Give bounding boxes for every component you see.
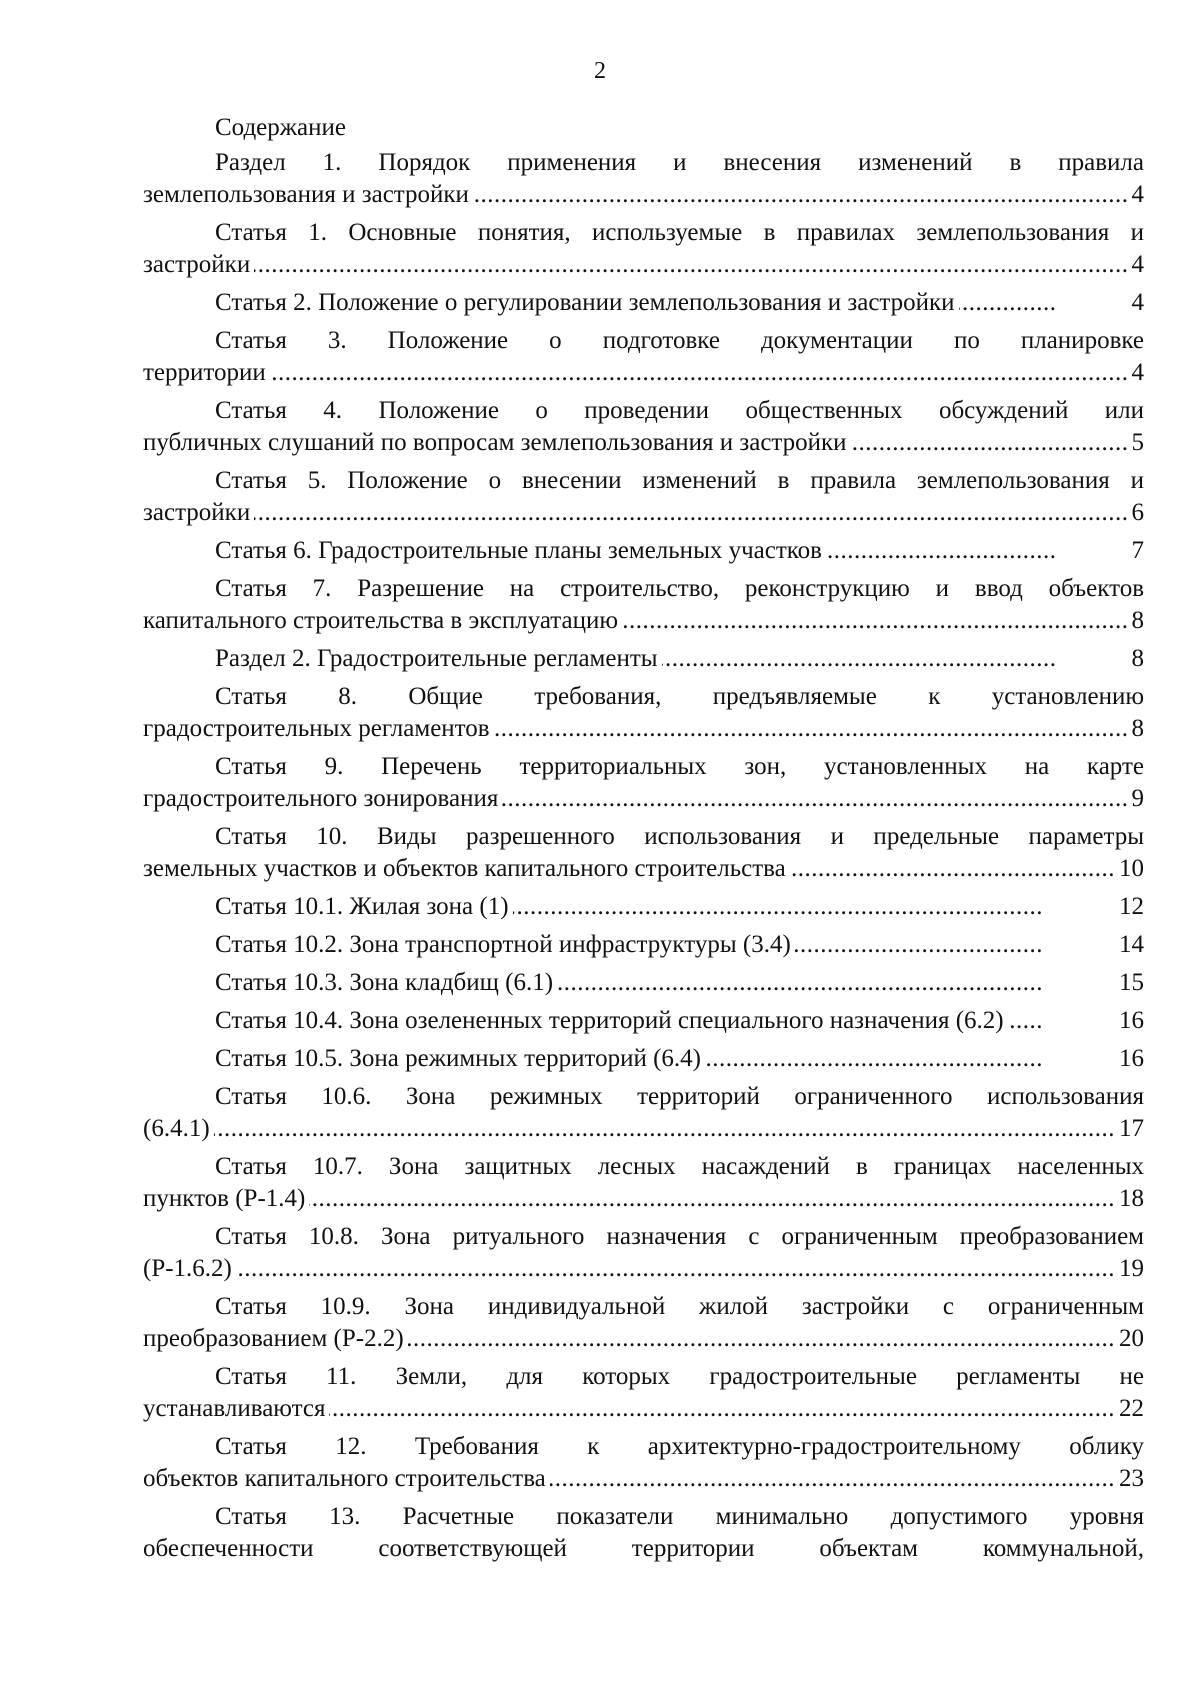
toc-entry[interactable] <box>143 1431 1144 1495</box>
toc-entry-title-line: Статья 13. Расчетные показатели минимально допустимого уровня <box>215 1503 1144 1530</box>
toc-entry[interactable] <box>143 1501 1144 1565</box>
toc-entry-title: градостроительных регламентов <box>143 715 494 742</box>
toc-entry-page: 10 <box>1115 853 1144 885</box>
toc-entry-title-line: Статья 9. Перечень территориальных зон, установленных на карте <box>215 753 1144 780</box>
toc-entry-page: 4 <box>1128 249 1145 281</box>
toc-entry-page: 4 <box>1128 179 1145 211</box>
toc-entry-title: (Р-1.6.2) <box>143 1255 236 1282</box>
toc-entry-title: земельных участков и объектов капитального строительства <box>143 855 790 882</box>
page-number: 2 <box>594 58 606 84</box>
toc-entry-page: 17 <box>1115 1113 1144 1145</box>
toc-entry-page: 22 <box>1115 1393 1144 1425</box>
toc-entry-title: застройки <box>143 251 254 278</box>
toc-entry-title: капитального строительства в эксплуатацию <box>143 607 622 634</box>
toc-entry[interactable] <box>143 147 1144 211</box>
toc-entry-title-line: Статья 10.9. Зона индивидуальной жилой застройки с ограниченным <box>215 1293 1144 1320</box>
toc-entry[interactable] <box>143 1291 1144 1355</box>
toc-entry[interactable] <box>143 1081 1144 1145</box>
toc-entry-title: территории <box>143 359 270 386</box>
toc-entry-page: 8 <box>1128 605 1145 637</box>
toc-entry-page: 9 <box>1128 783 1145 815</box>
toc-entry[interactable] <box>143 821 1144 885</box>
toc-entry-title-line: Раздел 1. Порядок применения и внесения изменений в правила <box>215 149 1144 176</box>
toc-entry[interactable] <box>143 217 1144 281</box>
toc-entry[interactable] <box>143 967 1144 999</box>
toc-entry[interactable] <box>143 751 1144 815</box>
toc-entry-page: 7 <box>1056 535 1145 567</box>
toc-entry[interactable] <box>143 681 1144 745</box>
toc-entry-title: Статья 10.4. Зона озелененных территорий специального назначения (6.2) <box>215 1007 1008 1034</box>
toc-entry-title-line: Статья 11. Земли, для которых градостроительные регламенты не <box>215 1363 1144 1390</box>
toc-entry-title-line: Статья 12. Требования к архитектурно-градостроительному облику <box>215 1433 1144 1460</box>
toc-entry-page: 12 <box>1043 891 1144 923</box>
toc-entry[interactable] <box>143 325 1144 389</box>
table-of-contents <box>143 112 1144 1571</box>
toc-entry-title-line: Статья 10.6. Зона режимных территорий ограниченного использования <box>215 1083 1144 1110</box>
toc-entry-page: 15 <box>1043 967 1144 999</box>
toc-entry-title-line: Статья 10. Виды разрешенного использования и предельные параметры <box>215 823 1144 850</box>
toc-entry-page: 20 <box>1115 1323 1144 1355</box>
toc-entry-page: 4 <box>1128 357 1145 389</box>
toc-entry-title: (6.4.1) <box>143 1115 214 1142</box>
toc-entry[interactable] <box>143 535 1144 567</box>
toc-entry-title: градостроительного зонирования <box>143 785 502 812</box>
toc-entry-title: Статья 10.2. Зона транспортной инфраструктуры (3.4) <box>215 931 795 958</box>
toc-entry-title-line: Статья 4. Положение о проведении общественных обсуждений или <box>215 397 1144 424</box>
toc-entry-page: 5 <box>1128 427 1145 459</box>
toc-entry-page: 8 <box>1128 713 1145 745</box>
toc-entry-page: 16 <box>1043 1005 1144 1037</box>
toc-entry-page: 14 <box>1043 929 1144 961</box>
toc-entry-page: 8 <box>1056 643 1145 675</box>
toc-entry[interactable] <box>143 1221 1144 1285</box>
toc-entry-title: пунктов (Р-1.4) <box>143 1185 309 1212</box>
toc-entry-title-line: Статья 3. Положение о подготовке документации по планировке <box>215 327 1144 354</box>
toc-entry-title-line: Статья 8. Общие требования, предъявляемые к установлению <box>215 683 1144 710</box>
toc-entry-page: 6 <box>1128 497 1145 529</box>
toc-entry-title-line: Статья 7. Разрешение на строительство, реконструкцию и ввод объектов <box>215 575 1144 602</box>
toc-entry-title: Статья 2. Положение о регулировании землепользования и застройки <box>215 289 959 316</box>
toc-entry-title-line: Статья 1. Основные понятия, используемые в правилах землепользования и <box>215 219 1144 246</box>
toc-entry-title: землепользования и застройки <box>143 181 473 208</box>
toc-entry[interactable] <box>143 1361 1144 1425</box>
toc-entry-title: Раздел 2. Градостроительные регламенты <box>215 645 662 672</box>
toc-entry[interactable] <box>143 891 1144 923</box>
toc-entry-title: Статья 10.3. Зона кладбищ (6.1) <box>215 969 557 996</box>
toc-entry-title-line: Статья 10.7. Зона защитных лесных насаждений в границах населенных <box>215 1153 1144 1180</box>
toc-entry-title: Статья 10.1. Жилая зона (1) <box>215 893 513 920</box>
toc-entry-title: устанавливаются <box>143 1395 329 1422</box>
toc-entry[interactable] <box>143 1043 1144 1075</box>
toc-entry[interactable] <box>143 287 1144 319</box>
toc-entry[interactable] <box>143 1005 1144 1037</box>
toc-entry-page: 23 <box>1115 1463 1144 1495</box>
toc-entries <box>143 147 1144 1565</box>
toc-entry-page: 16 <box>1043 1043 1144 1075</box>
toc-entry-title: преобразованием (Р-2.2) <box>143 1325 408 1352</box>
toc-entry-title: застройки <box>143 499 254 526</box>
toc-entry-title: объектов капитального строительства <box>143 1465 550 1492</box>
toc-entry-continuation: обеспеченности соответствующей территории объектам коммунальной, <box>143 1535 1144 1562</box>
toc-entry[interactable] <box>143 1151 1144 1215</box>
toc-entry-title-line: Статья 10.8. Зона ритуального назначения с ограниченным преобразованием <box>215 1223 1144 1250</box>
toc-entry[interactable] <box>143 465 1144 529</box>
toc-entry-title: Статья 6. Градостроительные планы земельных участков <box>215 537 826 564</box>
toc-entry[interactable] <box>143 929 1144 961</box>
toc-entry-title: публичных слушаний по вопросам землепользования и застройки <box>143 429 851 456</box>
toc-entry-page: 18 <box>1115 1183 1144 1215</box>
toc-entry-title: Статья 10.5. Зона режимных территорий (6.4) <box>215 1045 705 1072</box>
toc-entry[interactable] <box>143 643 1144 675</box>
toc-entry-page: 19 <box>1115 1253 1144 1285</box>
toc-entry[interactable] <box>143 573 1144 637</box>
toc-entry-title-line: Статья 5. Положение о внесении изменений в правила землепользования и <box>215 467 1144 494</box>
toc-heading: Содержание <box>215 114 346 141</box>
toc-entry[interactable] <box>143 395 1144 459</box>
toc-entry-page: 4 <box>1056 287 1145 319</box>
